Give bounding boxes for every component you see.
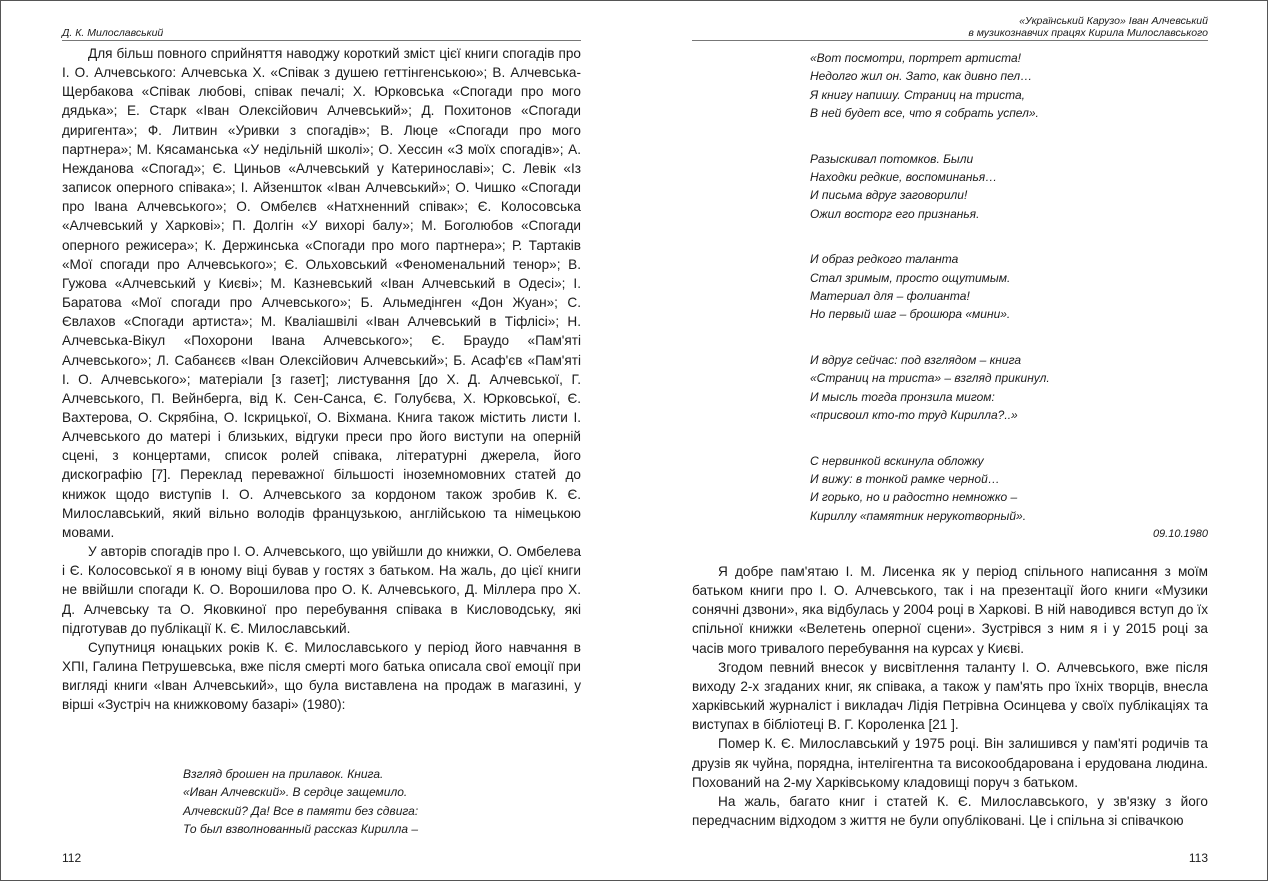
poem-line: «присвоил кто-то труд Кирилла?..» <box>810 408 1018 423</box>
paragraph: Для більш повного сприйняття наводжу короткий зміст цієї книги спогадів про І. О. Алчевського: Алчевська Х. «Співак з душею геттінгенською»; В. Алчевська-Щербакова «Співак любові, співак печалі; Х. Юрковська «Спогади про мого дядька»; Е. Старк «Іван Олексійович Алчевський»; Д. Похитонов «Спогади диригента»; Ф. Литвин «Уривки з спогадів»; В. Люце «Спогади про мого партнера»; М. Кясаманська «У недільній школі»; О. Хессин «З моїх спогадів»; А. Нежданова «Спогад»; Є. Циньов «Алчевський у Катеринославі»; С. Левік «Із записок оперного співака»; І. Айзеншток «Іван Алчевський»; О. Чишко «Спогади про Івана Алчевського»; О. Омбелєв «Натхненний співак»; Є. Колосовська «Алчевський у Харкові»; П. Долгін «У вихорі балу»; М. Боголюбов «Спогади оперного режисера»; К. Держинська «Спогади про мого партнера»; Р. Тартаків «Мої спогади про Алчевського»; Є. Ольховський «Феноменальний тенор»; В. Гужова «Алчевський у Києві»; М. Казневський «Іван Алчевський в Одесі»; І. Баратова «Мої спогади про Алчевського»; Б. Альмедінген «Дон Жуан»; С. Євлахов «Спогади артиста»; М. Кваліашвілі «Іван Алчевський в Тіфлісі»; Н. Алчевська-Вікул «Похорони Івана Алчевського»; Є. Браудо «Пам'яті Алчевського»; Л. Сабанєєв «Іван Олексійович Алчевський»; Б. Асаф'єв «Пам'яті І. О. Алчевського»; матеріали [з газет]; листування [до Х. Д. Алчевської, Г. Алчевського, П. Вейнберга, від К. Сен-Санса, Є. Голубєва, Х. Юрковської, Є. Вахтерова, О. Скрябіна, О. Іскрицької, О. Віхмана. Книга також містить листи І. Алчевського до матері і близьких, відгуки преси про його виступи на оперній сцені, з концертами, список ролей співака, літературні джерела, його дискографію [7]. Переклад переважної більшості іноземномовних статей до книжок щодо виступів І. О. Алчевського за кордоном також зробив К. Є. Милославський, який вільно володів французькою, англійською та німецькою мовами. <box>62 46 581 540</box>
poem-stanza <box>810 250 1050 324</box>
right-page <box>692 0 1208 881</box>
poem-stanza <box>810 351 1050 425</box>
poem-line: Разыскивал потомков. Были <box>810 151 974 166</box>
poem-stanza <box>183 765 418 839</box>
header-line: «Український Карузо» Іван Алчевський <box>1019 15 1208 27</box>
paragraph: На жаль, багато книг і статей К. Є. Милославського, у зв'язку з його передчасним відходом з життя не були опубліковані. Це і спільна зі співачкою <box>692 793 1208 829</box>
poem-line: И мысль тогда пронзила мигом: <box>810 389 995 404</box>
poem-line: То был взволнованный рассказ Кирилла – <box>183 822 419 837</box>
poem-line: Стал зримым, просто ощутимым. <box>810 270 1011 285</box>
running-header: Д. К. Милославський <box>62 27 581 41</box>
poem <box>183 765 418 866</box>
body-text <box>692 562 1208 830</box>
paragraph: У авторів спогадів про І. О. Алчевського, що увійшли до книжки, О. Омбелева і Є. Колосовської я в юному віці бував у гостях з батьком. На жаль, до цієї книги не ввійшли спогади К. О. Ворошилова про О. К. Алчевського, Д. Міллера про Х. Д. Алчевську та О. Яковкиної про перебування співака в Кисловодську, які підготував до публікації К. Є. Милославський. <box>62 544 581 636</box>
poem-line: Кириллу «памятник нерукотворный». <box>810 508 1027 523</box>
poem-line: И образ редкого таланта <box>810 252 959 267</box>
poem-line: И вижу: в тонкой рамке черной… <box>810 471 1000 486</box>
poem-stanza <box>810 452 1050 526</box>
poem-line: Ожил восторг его признанья. <box>810 206 980 221</box>
page-number: 112 <box>62 851 82 865</box>
poem-line: Взгляд брошен на прилавок. Книга. <box>183 767 384 781</box>
paragraph: Супутниця юнацьких років К. Є. Милославського у період його навчання в ХПІ, Галина Петрушевська, вже після смерті мого батька описала свої емоції при вигляді книги «Іван Алчевський», що була виставлена на продаж в магазині, у вірші «Зустріч на книжковому базарі» (1980): <box>62 639 581 713</box>
poem-line: Материал для – фолианта! <box>810 289 970 304</box>
poem-stanza <box>810 150 1050 224</box>
poem-line: И горько, но и радостно немножко – <box>810 490 1018 505</box>
paragraph: Згодом певний внесок у висвітлення таланту І. О. Алчевського, вже після виходу 2-х згаданих книг, як співака, а також у пам'ять про їхніх творців, внесла харківський журналіст і викладач Лідія Петрівна Осинцева у своїх публікаціях та виступах в бібліотеці В. Г. Короленка [21 ]. <box>692 659 1208 733</box>
poem-date: 09.10.1980 <box>1152 528 1208 540</box>
left-page <box>62 0 581 881</box>
poem-line: И вдруг сейчас: под взглядом – книга <box>810 352 1022 367</box>
poem-line: С нервинкой вскинула обложку <box>810 453 984 468</box>
poem <box>810 49 1050 552</box>
paragraph: Я добре пам'ятаю І. М. Лисенка як у період спільного написання з моїм батьком книги про І. О. Алчевського, так і на презентації його книги «Музики сонячні дзвони», яка відбулась у 2004 році в Харкові. В ній наводився вступ до їх спільної книжки «Велетень оперної сцени». Зустрівся з ним я і у 2015 році за часів мого тривалого перебування на курсах у Києві. <box>692 564 1208 656</box>
paragraph: Помер К. Є. Милославський у 1975 році. Він залишився у пам'яті родичів та друзів як чуйна, порядна, інтелігентна та високообдарована і ерудована людина. Похований на 2-му Харківському кладовищі поруч з батьком. <box>692 736 1208 790</box>
poem-line: Я книгу напишу. Страниц на триста, <box>810 87 1025 102</box>
poem-line: Алчевский? Да! Все в памяти без сдвига: <box>183 803 419 818</box>
poem-line: И письма вдруг заговорили! <box>810 188 968 203</box>
body-text <box>62 44 581 714</box>
header-line: в музикознавчих працях Кирила Милославського <box>968 27 1208 39</box>
poem-line: «Иван Алчевский». В сердце защемило. <box>183 785 408 800</box>
poem-line: Но первый шаг – брошюра «мини». <box>810 307 1011 322</box>
poem-line: В ней будет все, что я собрать успел». <box>810 106 1039 121</box>
poem-stanza <box>810 49 1050 123</box>
poem-line: Недолго жил он. Зато, как дивно пел… <box>810 69 1033 84</box>
poem-line: Находки редкие, воспоминанья… <box>810 170 998 185</box>
poem-line: «Страниц на триста» – взгляд прикинул. <box>810 371 1050 386</box>
poem-line: «Вот посмотри, портрет артиста! <box>810 51 1021 65</box>
running-header <box>692 15 1208 41</box>
page-number: 113 <box>1188 851 1208 865</box>
